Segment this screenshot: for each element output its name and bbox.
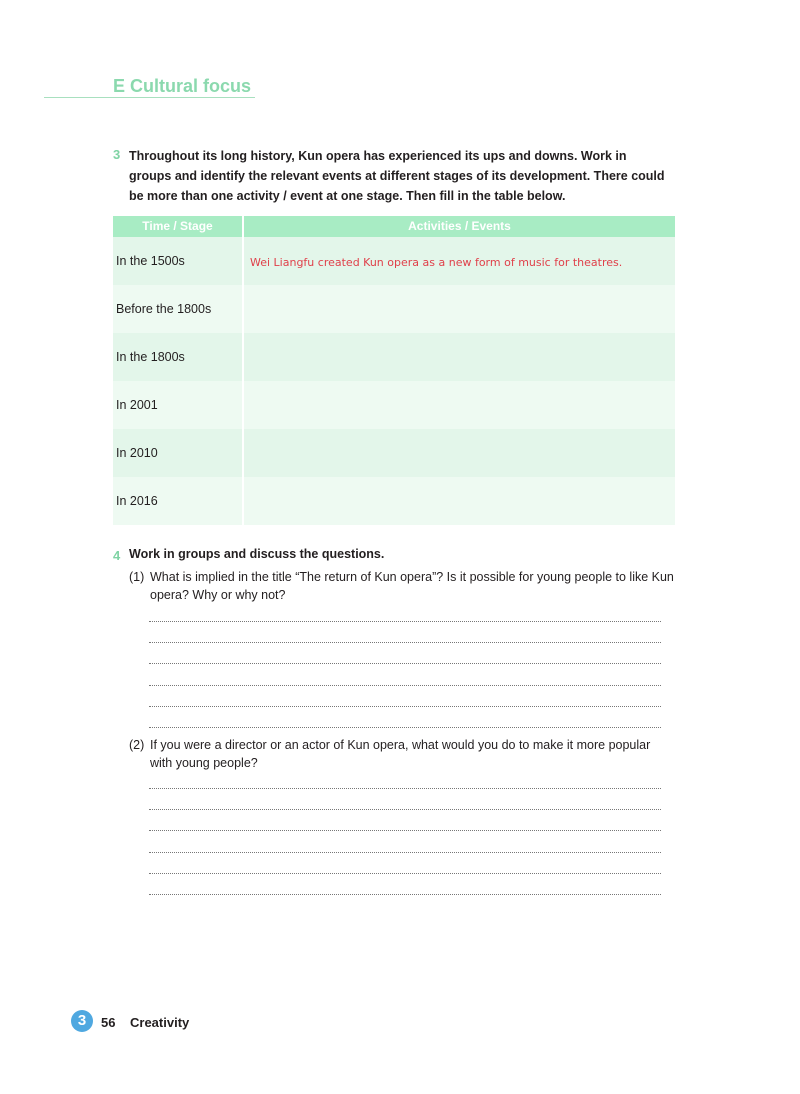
answer-line[interactable] — [149, 852, 661, 853]
stages-table — [113, 216, 675, 525]
header-time-stage: Time / Stage — [113, 216, 244, 237]
unit-badge-icon: 3 — [71, 1010, 93, 1032]
answer-line[interactable] — [149, 621, 661, 622]
question-3-instructions: Throughout its long history, Kun opera has experienced its ups and downs. Work in groups and identify the relevant events at different stages of its development. There could be more than one activity / event at one stage. Then fill in the table below. — [129, 149, 665, 203]
stage-cell: In the 1500s — [113, 237, 244, 285]
table-row — [113, 237, 675, 285]
event-cell[interactable]: Wei Liangfu created Kun opera as a new form of music for theatres. — [250, 256, 623, 269]
answer-line[interactable] — [149, 788, 661, 789]
stage-cell: In 2001 — [113, 381, 244, 429]
question-3-number: 3 — [113, 147, 121, 162]
event-cell[interactable] — [244, 381, 675, 429]
section-title: E Cultural focus — [113, 76, 252, 96]
section-header — [0, 74, 260, 100]
question-4-instructions: Work in groups and discuss the questions. — [129, 547, 385, 561]
table-header-row — [113, 216, 675, 237]
event-cell[interactable] — [244, 429, 675, 477]
table-row — [113, 477, 675, 525]
answer-line[interactable] — [149, 830, 661, 831]
event-cell[interactable] — [244, 477, 675, 525]
table-row — [113, 285, 675, 333]
answer-line[interactable] — [149, 706, 661, 707]
sub-question-1-text: What is implied in the title “The return of Kun opera”? Is it possible for young people to like Kun opera? Why or why not? — [150, 570, 674, 602]
table-row — [113, 429, 675, 477]
answer-line[interactable] — [149, 894, 661, 895]
stage-cell: In the 1800s — [113, 333, 244, 381]
sub-question-2-number: (2) — [129, 738, 145, 752]
sub-question-1-number: (1) — [129, 570, 145, 584]
unit-title: Creativity — [130, 1015, 190, 1030]
stage-cell: Before the 1800s — [113, 285, 244, 333]
answer-line[interactable] — [149, 685, 661, 686]
stage-cell: In 2016 — [113, 477, 244, 525]
sub-question-1 — [129, 568, 679, 608]
question-4-number: 4 — [113, 548, 121, 563]
answer-line[interactable] — [149, 727, 661, 728]
answer-line[interactable] — [149, 642, 661, 643]
answer-line[interactable] — [149, 873, 661, 874]
page-number: 56 — [101, 1015, 116, 1030]
header-activities-events: Activities / Events — [408, 219, 511, 233]
stage-cell: In 2010 — [113, 429, 244, 477]
event-cell[interactable] — [244, 285, 675, 333]
sub-question-2 — [129, 736, 679, 776]
event-cell[interactable] — [244, 333, 675, 381]
answer-line[interactable] — [149, 809, 661, 810]
table-row — [113, 381, 675, 429]
answer-line[interactable] — [149, 663, 661, 664]
sub-question-2-text: If you were a director or an actor of Kun opera, what would you do to make it more popular with young people? — [150, 738, 651, 770]
table-row — [113, 333, 675, 381]
section-header-rule — [44, 97, 255, 98]
